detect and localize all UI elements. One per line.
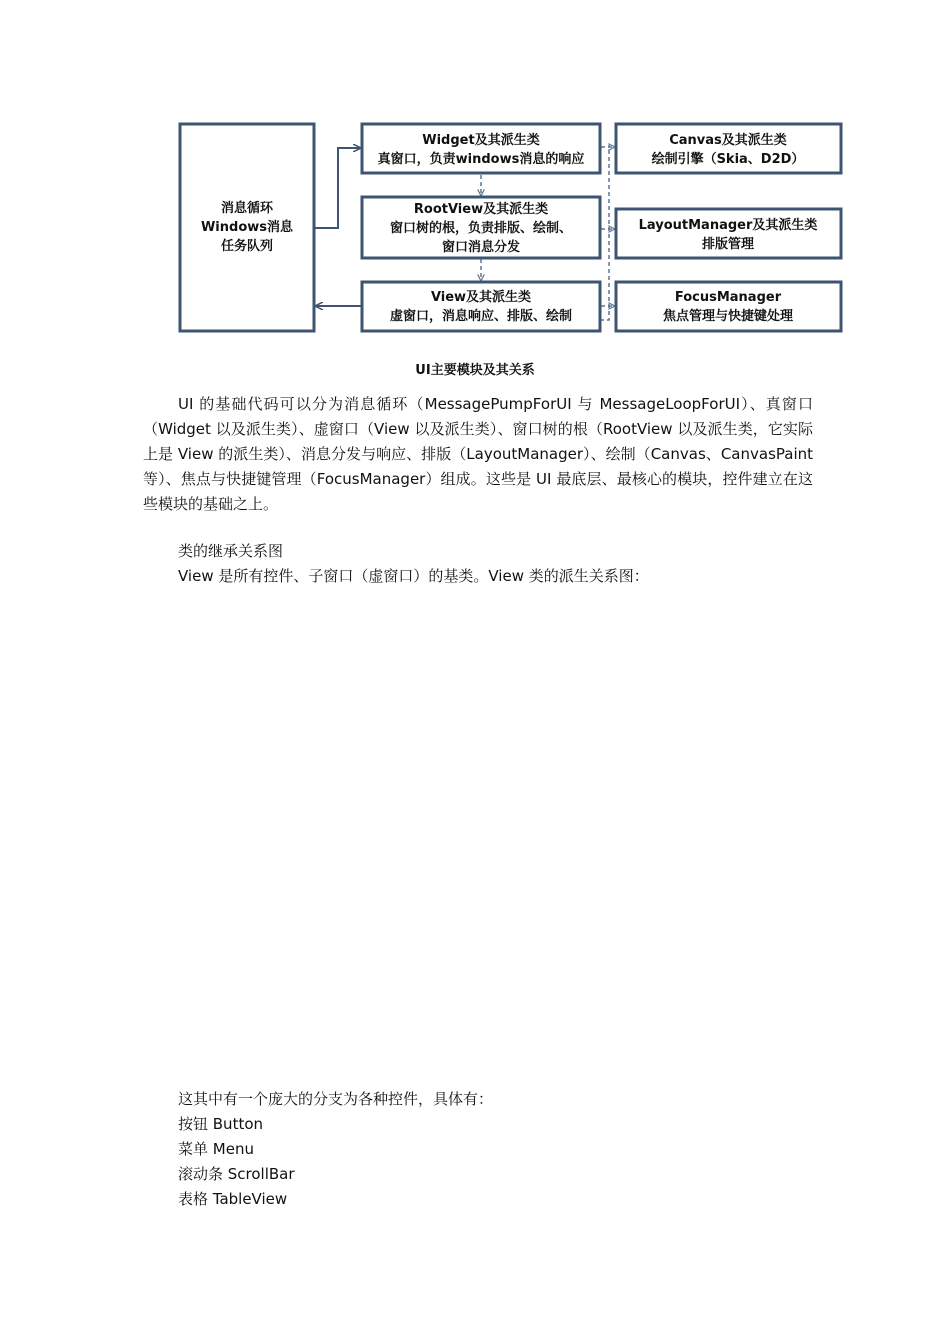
rootview-desc-1: 窗口树的根，负责排版、绘制、 [389,221,573,236]
canvas-desc: 绘制引擎（Skia、D2D） [651,152,805,167]
widget-title: Widget及其派生类 [422,133,540,148]
control-item-tableview: 表格 TableView [178,1190,288,1208]
message-loop-label: 消息循环 [220,201,274,216]
control-item-button: 按钮 Button [178,1115,264,1133]
widget-box [362,124,600,173]
view-base-class-line: View 是所有控件、子窗口（虚窗口）的基类。View 类的派生关系图： [178,567,649,585]
view-title: View及其派生类 [430,290,532,305]
layout-desc: 排版管理 [701,237,755,252]
rootview-box [362,197,600,258]
canvas-box [616,124,841,173]
rootview-desc-2: 窗口消息分发 [441,240,521,255]
intro-paragraph: UI 的基础代码可以分为消息循环（MessagePumpForUI 与 MessageLoopForUI）、真窗口（Widget 以及派生类）、虚窗口（View 以及派生类）、窗口树的根（RootView 以及派生类，它实际上是 View 的派生类）、消息分发与响应、排版（LayoutManager）、绘制（Canvas、CanvasPaint 等）、焦点与快捷键管理（FocusManager）组成。这些是 UI 最底层、最核心的模块，控件建立在这些模块的基础之上。 [143,395,813,513]
branch-intro-line: 这其中有一个庞大的分支为各种控件，具体有： [178,1090,494,1108]
focus-desc: 焦点管理与快捷键处理 [662,309,794,324]
canvas-title: Canvas及其派生类 [669,133,787,148]
inheritance-heading: 类的继承关系图 [178,542,284,560]
layout-manager-box [616,209,841,258]
control-item-scrollbar: 滚动条 ScrollBar [178,1165,295,1183]
windows-message-label: Windows消息 [200,220,294,235]
rootview-title: RootView及其派生类 [413,202,549,217]
widget-desc: 真窗口，负责windows消息的响应 [377,152,585,167]
view-desc: 虚窗口，消息响应、排版、绘制 [389,309,573,324]
control-item-menu: 菜单 Menu [178,1140,254,1158]
module-relationship-diagram [0,0,950,345]
focus-title: FocusManager [674,290,782,305]
layout-title: LayoutManager及其派生类 [638,218,818,233]
task-queue-label: 任务队列 [220,239,274,254]
message-loop-box [180,124,314,331]
main-to-widget-arrow [314,148,360,228]
diagram-caption: UI主要模块及其关系 [415,363,535,378]
focus-manager-box [616,282,841,331]
view-box [362,282,600,331]
